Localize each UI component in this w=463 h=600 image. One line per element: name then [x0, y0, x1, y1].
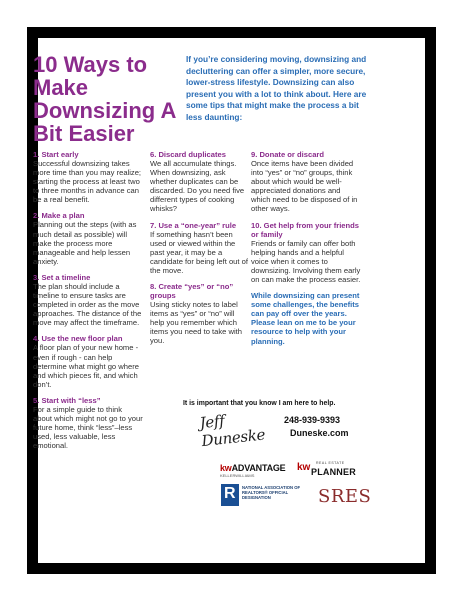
kw-advantage-prefix: kw	[220, 463, 232, 473]
kw-logo: kw	[297, 462, 311, 473]
kw-advantage-subtitle: KELLERWILLIAMS	[220, 473, 255, 478]
kw-advantage-name: ADVANTAGE	[231, 463, 286, 473]
closing-text: While downsizing can present some challenges, the benefits can pay off over the years. Please lean on me to be your resource to help with your planning.	[251, 291, 360, 346]
planner-logo: PLANNER	[311, 467, 356, 477]
tip-heading: 2. Make a plan	[33, 211, 85, 221]
tips-column-3	[251, 150, 361, 346]
tip-item	[33, 150, 143, 204]
tip-item	[33, 273, 143, 327]
sres-logo: SRES	[318, 486, 372, 507]
tip-heading: 10. Get help from your friends or family	[251, 220, 360, 239]
tip-heading: 9. Donate or discard	[251, 150, 325, 159]
real-estate-label: REAL ESTATE	[316, 461, 345, 465]
tip-heading: 6. Discard duplicates	[150, 150, 226, 159]
tip-heading: 5. Start with “less”	[33, 395, 101, 405]
tip-item	[251, 221, 361, 284]
tip-text: Successful downsizing takes more time than you may realize; starting the process at least two to three months in advance can be a real benefit.	[33, 159, 142, 205]
tip-text: Planning out the steps (with as much detail as possible) will make the process more manageable and help lessen anxiety.	[33, 220, 137, 266]
tip-item	[251, 150, 361, 214]
tip-item	[33, 211, 143, 265]
intro-text: If you’re considering moving, downsizing and decluttering can offer a simpler, more secure, lower-stress lifestyle. Downsizing can also present you with a lot to think about. Here are some tips that might make the process a bit less daunting:	[186, 54, 367, 122]
tip-heading: 1. Start early	[33, 150, 79, 159]
tip-item	[150, 150, 248, 214]
tip-item	[150, 282, 248, 345]
flyer-title: 10 Ways to Make Downsizing A Bit Easier	[33, 52, 176, 146]
tip-text: Using sticky notes to label items as “yes” or “no” will help you remember which items you need to take with you.	[150, 300, 243, 346]
tip-item	[33, 396, 143, 450]
phone-number[interactable]: 248-939-9393	[284, 415, 341, 425]
tips-column-1	[33, 150, 143, 457]
nar-logo-letter: R	[224, 485, 236, 502]
tip-heading: 3. Set a timeline	[33, 272, 91, 282]
tip-heading: 7. Use a “one-year” rule	[150, 220, 237, 230]
signature: Jeff Duneske	[198, 411, 266, 451]
tip-heading: 4. Use the new floor plan	[33, 334, 123, 344]
tip-heading: 8. Create “yes” or “no” groups	[150, 282, 234, 301]
tip-item	[150, 221, 248, 275]
tip-text: We all accumulate things. When downsizing, ask whether duplicates can be discarded. Do you need five different types of cooking whisks?	[150, 159, 245, 214]
tip-item	[33, 334, 143, 388]
tip-text: A floor plan of your new home - even if rough - can help determine what might go where and which pieces fit, and which don’t.	[33, 343, 139, 389]
kw-advantage-logo	[220, 463, 285, 473]
tip-text: The plan should include a timeline to ensure tasks are completed in order as the move approaches. The distance of the move may affect the timeframe.	[33, 281, 142, 328]
tips-column-2	[150, 150, 248, 353]
website-link[interactable]: Duneske.com	[290, 428, 349, 438]
tip-text: Friends or family can offer both helping hands and a helpful voice when it comes to downsizing. Involving them early on can make the process easier.	[251, 238, 361, 284]
tip-text: For a simple guide to think about which might not go to your future home, think “less”–less used, less valuable, less emotional.	[33, 404, 143, 451]
nar-logo-text: NATIONAL ASSOCIATION OF REALTORS® OFFICIAL DESIGNATION	[242, 485, 301, 500]
tip-text: If something hasn’t been used or viewed within the past year, it may be a candidate for being left out of the move.	[150, 229, 248, 275]
tagline: It is important that you know I am here to help.	[183, 400, 336, 407]
tip-text: Once items have been divided into “yes” or “no” groups, think about which would be well-appreciated donations and which need to be disposed of in other ways.	[251, 159, 358, 214]
